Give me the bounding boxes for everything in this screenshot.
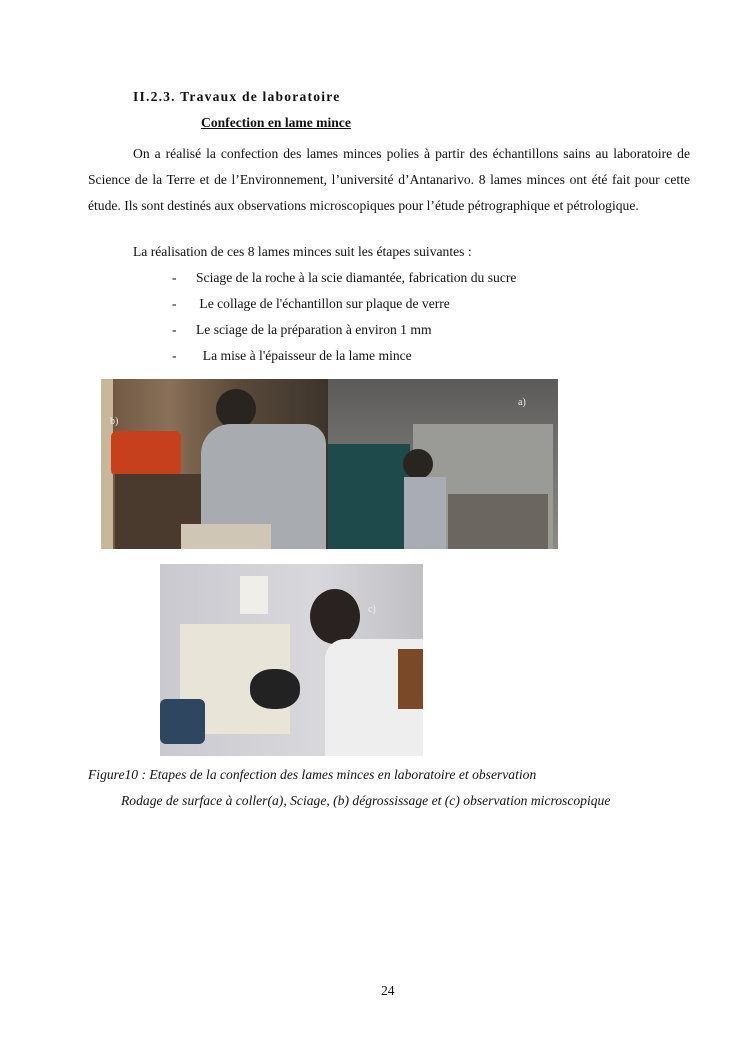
bullet-dash: - — [172, 270, 177, 285]
section-heading: II.2.3. Travaux de laboratoire — [133, 89, 341, 104]
photo-label-a: a) — [518, 397, 526, 408]
photo-label-c: c) — [368, 604, 376, 615]
subheading: Confection en lame mince — [201, 115, 351, 130]
bullet-dash: - — [172, 348, 177, 363]
photo-label-b: b) — [110, 416, 119, 427]
list-item — [172, 270, 516, 286]
list-item — [172, 322, 432, 338]
bullet-dash: - — [172, 322, 177, 337]
list-item-text: La mise à l'épaisseur de la lame mince — [196, 348, 412, 363]
photo-microscope — [160, 564, 423, 756]
photo-sawing — [101, 379, 328, 549]
list-item-text: Sciage de la roche à la scie diamantée, fabrication du sucre — [196, 270, 517, 285]
figure-caption-description: Rodage de surface à coller(a), Sciage, (b) dégrossissage et (c) observation microscopique — [121, 793, 611, 808]
page-number: 24 — [381, 983, 395, 998]
list-item — [172, 348, 412, 364]
paragraph-intro: On a réalisé la confection des lames minces polies à partir des échantillons sains au laboratoire de Science de la Terre et de l’Environnement, l’université d’Antanarivo. 8 lames minces ont été fait pour cette étude. Ils sont destinés aux observations microscopiques pour l’étude pétrographique et pétrologique. — [88, 146, 690, 213]
figure-caption-title: Figure10 : Etapes de la confection des lames minces en laboratoire et observation — [88, 767, 537, 782]
list-item-text: Le sciage de la préparation à environ 1 mm — [196, 322, 432, 337]
paragraph-steps: La réalisation de ces 8 lames minces suit les étapes suivantes : — [133, 244, 472, 259]
list-item — [172, 296, 450, 312]
bullet-dash: - — [172, 296, 177, 311]
photo-rodage — [328, 379, 558, 549]
list-item-text: Le collage de l'échantillon sur plaque de verre — [196, 296, 450, 311]
